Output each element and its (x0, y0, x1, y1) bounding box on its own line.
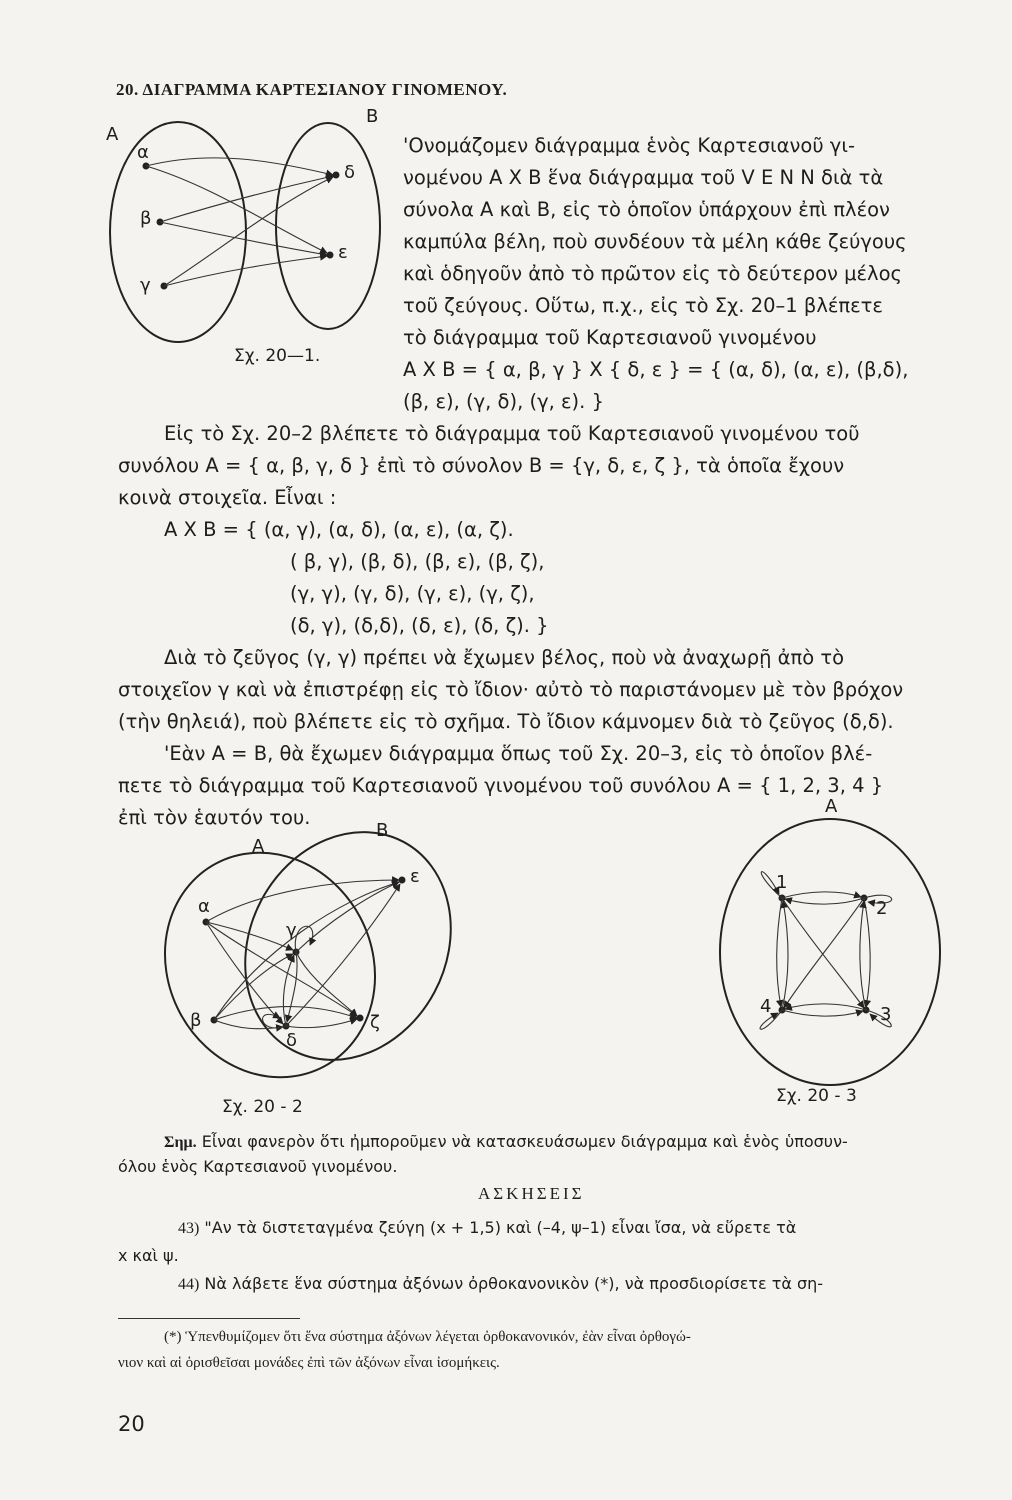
footnote-line-2: νιον καὶ αἱ ὁρισθεῖσαι μονάδες ἐπὶ τῶν ἀξόνων εἶναι ἰσομήκεις. (118, 1355, 500, 1371)
set-b-ellipse (206, 796, 490, 1096)
product-line-4: (δ, γ), (δ,δ), (δ, ε), (δ, ζ). } (290, 614, 549, 637)
fig3-element-4: 4 (760, 996, 772, 1017)
arrow-gamma-delta (164, 177, 333, 286)
arrow-beta-epsilon (160, 222, 327, 255)
intro-line-6: τοῦ ζεύγους. Οὕτω, π.χ., εἰς τὸ Σχ. 20–1 βλέπετε (403, 294, 883, 317)
fig3-element-3: 3 (880, 1004, 892, 1025)
product-line-1: A X B = { (α, γ), (α, δ), (α, ε), (α, ζ). (164, 518, 514, 541)
figure-20-3 (720, 819, 940, 1085)
fig2-element-delta: δ (286, 1030, 298, 1051)
product-line-2: ( β, γ), (β, δ), (β, ε), (β, ζ), (290, 550, 545, 573)
fig2-caption: Σχ. 20 - 2 (222, 1097, 303, 1117)
fig2-set-b-label: B (376, 820, 389, 841)
fig1-set-a-label: A (106, 124, 119, 145)
intro-line-5: καὶ ὁδηγοῦν ἀπὸ τὸ πρῶτον εἰς τὸ δεύτερον μέλος (403, 262, 902, 285)
exercise-44-text: Νὰ λάβετε ἕνα σύστημα ἀξόνων ὀρθοκανονικὸν (*), νὰ προσδιορίσετε τὰ ση- (204, 1274, 824, 1293)
note-line-1 (164, 1128, 848, 1156)
para2-line-1: Εἰς τὸ Σχ. 20–2 βλέπετε τὸ διάγραμμα τοῦ Καρτεσιανοῦ γινομένου τοῦ (164, 422, 860, 445)
intro-line-9: (β, ε), (γ, δ), (γ, ε). } (403, 390, 604, 413)
point-epsilon (327, 252, 334, 259)
arrow-beta-delta (160, 176, 333, 222)
fig3-element-1: 1 (776, 872, 788, 893)
para3-line-1: Διὰ τὸ ζεῦγος (γ, γ) πρέπει νὰ ἔχωμεν βέλος, ποὺ νὰ ἀναχωρῇ ἀπὸ τὸ (164, 646, 845, 669)
para2-line-3: κοινὰ στοιχεῖα. Εἶναι : (118, 486, 337, 509)
fig2-element-beta: β (190, 1010, 202, 1031)
fig3-set-label: A (825, 796, 838, 817)
set-a-ellipse (126, 816, 414, 1115)
fig2-set-a-label: A (252, 836, 265, 857)
footnote-rule (118, 1318, 300, 1319)
fig2-element-gamma: γ (286, 920, 297, 941)
fig2-element-zeta: ζ (370, 1012, 380, 1033)
product-line-3: (γ, γ), (γ, δ), (γ, ε), (γ, ζ), (290, 582, 535, 605)
intro-line-4: καμπύλα βέλη, ποὺ συνδέουν τὰ μέλη κάθε ζεύγους (403, 230, 907, 253)
fig1-caption: Σχ. 20—1. (234, 346, 321, 366)
fig1-element-beta: β (140, 208, 152, 229)
intro-line-7: τὸ διάγραμμα τοῦ Καρτεσιανοῦ γινομένου (403, 326, 817, 349)
fig1-element-alpha: α (137, 142, 149, 163)
loop-delta (263, 1014, 286, 1028)
arrow-alpha-epsilon (146, 166, 327, 253)
intro-line-2: νομένου A X B ἕνα διάγραμμα τοῦ V E N N διὰ τὰ (403, 166, 884, 189)
footnote-line-1: (*) Ὑπενθυμίζομεν ὅτι ἕνα σύστημα ἀξόνων λέγεται ὀρθοκανονικόν, ἐὰν εἶναι ὀρθογώ- (164, 1329, 691, 1345)
fig1-element-epsilon: ε (338, 242, 348, 263)
point-delta (333, 172, 340, 179)
note-label: Σημ. (164, 1134, 197, 1151)
point-zeta (357, 1015, 364, 1022)
figure-20-1 (110, 122, 380, 342)
fig3-caption: Σχ. 20 - 3 (776, 1086, 857, 1106)
intro-line-1: 'Ονομάζομεν διάγραμμα ἑνὸς Καρτεσιανοῦ γι- (403, 134, 855, 157)
exercise-44-number: 44) (178, 1276, 200, 1293)
exercise-43 (178, 1214, 796, 1242)
figure-20-2 (126, 796, 490, 1115)
section-heading: 20. ΔΙΑΓΡΑΜΜΑ ΚΑΡΤΕΣΙΑΝΟΥ ΓΙΝΟΜΕΝΟΥ. (116, 80, 508, 99)
point-epsilon (399, 877, 406, 884)
intro-line-3: σύνολα A καὶ B, εἰς τὸ ὁποῖον ὑπάρχουν ἐπὶ πλέον (403, 198, 890, 221)
fig1-set-b-label: B (366, 106, 379, 127)
fig2-element-epsilon: ε (410, 866, 420, 887)
fig3-element-2: 2 (876, 898, 888, 919)
para3-line-4: 'Εὰν A = B, θὰ ἔχωμεν διάγραμμα ὅπως τοῦ Σχ. 20–3, εἰς τὸ ὁποῖον βλέ- (164, 742, 873, 765)
exercise-44 (178, 1270, 823, 1298)
set-a-ellipse (720, 819, 940, 1085)
arrow-gamma-epsilon (164, 256, 327, 286)
exercise-43-text: "Αν τὰ διστεταγμένα ζεύγη (x + 1,5) καὶ (–4, ψ–1) εἶναι ἴσα, νὰ εὕρετε τὰ (204, 1218, 797, 1237)
note-text: Εἶναι φανερὸν ὅτι ἠμποροῦμεν νὰ κατασκευάσωμεν διάγραμμα καὶ ἑνὸς ὑποσυν- (201, 1132, 848, 1151)
page-number: 20 (118, 1412, 145, 1436)
fig1-element-gamma: γ (140, 275, 151, 296)
para3-line-3: (τὴν θηλειά), ποὺ βλέπετε εἰς τὸ σχῆμα. Τὸ ἴδιον κάμνομεν διὰ τὸ ζεῦγος (δ,δ). (118, 710, 894, 733)
fig1-element-delta: δ (344, 162, 356, 183)
set-a-ellipse (110, 122, 246, 342)
exercise-43-line2: x καὶ ψ. (118, 1246, 179, 1265)
set-b-ellipse (276, 123, 380, 329)
para2-line-2: συνόλου A = { α, β, γ, δ } ἐπὶ τὸ σύνολον B = {γ, δ, ε, ζ }, τὰ ὁποῖα ἔχουν (118, 454, 845, 477)
para3-line-6: ἐπὶ τὸν ἑαυτόν του. (118, 806, 311, 829)
arrow-alpha-delta (146, 158, 333, 175)
exercises-title: ΑΣΚΗΣΕΙΣ (478, 1184, 585, 1203)
fig2-element-alpha: α (198, 896, 210, 917)
para3-line-2: στοιχεῖον γ καὶ νὰ ἐπιστρέφῃ εἰς τὸ ἴδιον· αὐτὸ τὸ παριστάνομεν μὲ τὸν βρόχον (118, 678, 904, 701)
intro-line-8: A X B = { α, β, γ } X { δ, ε } = { (α, δ), (α, ε), (β,δ), (403, 358, 909, 381)
exercise-43-number: 43) (178, 1220, 200, 1237)
para3-line-5: πετε τὸ διάγραμμα τοῦ Καρτεσιανοῦ γινομένου τοῦ συνόλου A = { 1, 2, 3, 4 } (118, 774, 884, 797)
note-line-2: όλου ἑνὸς Καρτεσιανοῦ γινομένου. (118, 1157, 398, 1176)
